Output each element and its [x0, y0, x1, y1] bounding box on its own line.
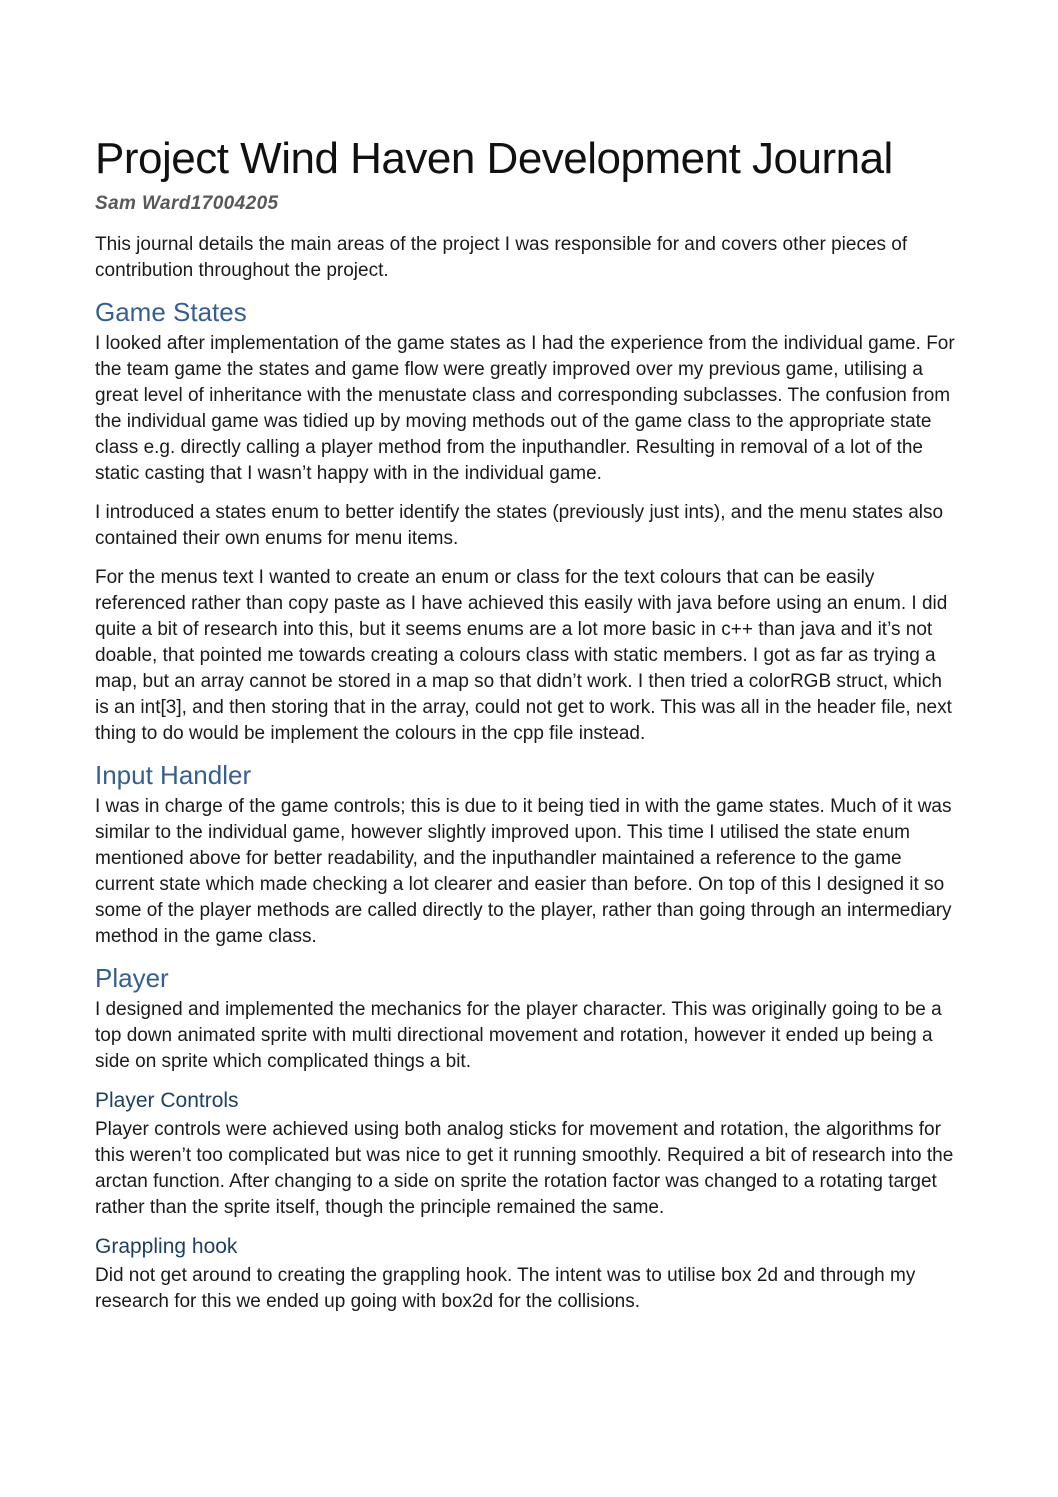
paragraph: I introduced a states enum to better identify the states (previously just ints), and the menu states also contained their own enums for menu items.: [95, 502, 944, 549]
paragraph: Player controls were achieved using both analog sticks for movement and rotation, the algorithms for this weren’t too complicated but was nice to get it running smoothly. Required a bit of research into the arctan function. After changing to a side on sprite the rotation factor was changed to a rotating target rather than the sprite itself, though the principle remained the same.: [95, 1119, 954, 1218]
paragraph: I designed and implemented the mechanics for the player character. This was originally going to be a top down animated sprite with multi directional movement and rotation, however it ended up being a side on sprite which complicated things a bit.: [95, 999, 942, 1072]
section-heading-grappling-hook: Grappling hook: [95, 1235, 238, 1258]
section-heading-game-states: Game States: [95, 297, 247, 327]
intro-paragraph: This journal details the main areas of the project I was responsible for and covers other pieces of contribution throughout the project.: [95, 234, 908, 281]
paragraph: I looked after implementation of the game states as I had the experience from the individual game. For the team game the states and game flow were greatly improved over my previous game, utilising a great level of inheritance with the menustate class and corresponding subclasses. The confusion from the individual game was tidied up by moving methods out of the game class to the appropriate state class e.g. directly calling a player method from the inputhandler. Resulting in removal of a lot of the static casting that I wasn’t happy with in the individual game.: [95, 333, 955, 484]
document-title: Project Wind Haven Development Journal: [95, 134, 893, 183]
section-heading-player: Player: [95, 963, 169, 993]
paragraph: Did not get around to creating the grappling hook. The intent was to utilise box 2d and through my research for this we ended up going with box2d for the collisions.: [95, 1265, 916, 1312]
section-player-controls: [95, 1088, 960, 1221]
section-heading-player-controls: Player Controls: [95, 1089, 239, 1112]
section-player: [95, 963, 960, 1075]
paragraph: For the menus text I wanted to create an enum or class for the text colours that can be easily referenced rather than copy paste as I have achieved this easily with java before using an enum. I did quite a bit of research into this, but it seems enums are a lot more basic in c++ than java and it’s not doable, that pointed me towards creating a colours class with static members. I got as far as trying a map, but an array cannot be stored in a map so that didn’t work. I then tried a colorRGB struct, which is an int[3], and then storing that in the array, could not get to work. This was all in the header file, next thing to do would be implement the colours in the cpp file instead.: [95, 567, 952, 744]
document-author: Sam Ward17004205: [95, 193, 279, 214]
paragraph: I was in charge of the game controls; this is due to it being tied in with the game states. Much of it was similar to the individual game, however slightly improved upon. This time I utilised the state enum mentioned above for better readability, and the inputhandler maintained a reference to the game current state which made checking a lot clearer and easier than before. On top of this I designed it so some of the player methods are called directly to the player, rather than going through an intermediary method in the game class.: [95, 796, 952, 947]
section-input-handler: [95, 760, 960, 950]
section-grappling-hook: [95, 1234, 960, 1315]
section-heading-input-handler: Input Handler: [95, 760, 252, 790]
section-game-states: [95, 297, 960, 747]
